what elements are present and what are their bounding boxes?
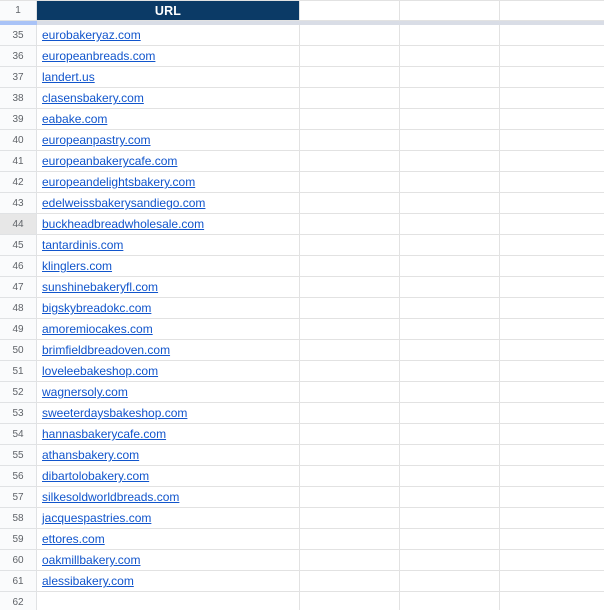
row-number-cell[interactable]: 62 xyxy=(0,592,37,610)
row-number-cell[interactable]: 58 xyxy=(0,508,37,529)
url-link[interactable]: sunshinebakeryfl.com xyxy=(42,280,159,294)
table-row xyxy=(0,487,604,508)
empty-cell[interactable] xyxy=(500,550,604,571)
empty-cell[interactable] xyxy=(500,382,604,403)
table-row xyxy=(0,67,604,88)
row-number-cell[interactable]: 52 xyxy=(0,382,37,403)
empty-cell[interactable] xyxy=(300,571,400,592)
url-link[interactable]: europeandelightsbakery.com xyxy=(42,175,196,189)
empty-cell[interactable] xyxy=(300,508,400,529)
empty-cell[interactable] xyxy=(300,445,400,466)
empty-cell[interactable] xyxy=(300,592,400,610)
empty-cell[interactable] xyxy=(400,487,500,508)
url-link[interactable]: europeanpastry.com xyxy=(42,133,151,147)
empty-cell[interactable] xyxy=(300,130,400,151)
url-link[interactable]: edelweissbakerysandiego.com xyxy=(42,196,206,210)
empty-header-cell[interactable] xyxy=(400,1,500,21)
empty-cell[interactable] xyxy=(300,340,400,361)
url-cell[interactable] xyxy=(37,25,300,46)
empty-cell[interactable] xyxy=(400,151,500,172)
empty-cell[interactable] xyxy=(400,466,500,487)
url-link[interactable]: brimfieldbreadoven.com xyxy=(42,343,171,357)
empty-cell[interactable] xyxy=(300,67,400,88)
url-cell[interactable] xyxy=(37,88,300,109)
table-row xyxy=(0,88,604,109)
url-cell[interactable] xyxy=(37,277,300,298)
empty-cell[interactable] xyxy=(500,319,604,340)
table-row xyxy=(0,319,604,340)
empty-cell[interactable] xyxy=(500,88,604,109)
table-row xyxy=(0,193,604,214)
url-link[interactable]: dibartolobakery.com xyxy=(42,469,150,483)
url-cell[interactable] xyxy=(37,298,300,319)
empty-cell[interactable] xyxy=(500,529,604,550)
url-cell[interactable] xyxy=(37,193,300,214)
empty-cell[interactable] xyxy=(300,235,400,256)
url-link[interactable]: loveleebakeshop.com xyxy=(42,364,159,378)
empty-cell[interactable] xyxy=(400,424,500,445)
url-cell[interactable] xyxy=(37,424,300,445)
url-link[interactable]: ettores.com xyxy=(42,532,105,546)
empty-cell[interactable] xyxy=(400,508,500,529)
empty-cell[interactable] xyxy=(400,130,500,151)
header-row xyxy=(0,1,604,21)
url-link[interactable]: amoremiocakes.com xyxy=(42,322,153,336)
empty-cell[interactable] xyxy=(400,67,500,88)
empty-cell[interactable] xyxy=(400,550,500,571)
empty-cell[interactable] xyxy=(500,508,604,529)
url-cell[interactable] xyxy=(37,319,300,340)
row-number-cell[interactable]: 50 xyxy=(0,340,37,361)
url-link[interactable]: jacquespastries.com xyxy=(42,511,152,525)
empty-cell[interactable] xyxy=(400,445,500,466)
empty-cell[interactable] xyxy=(500,487,604,508)
empty-cell[interactable] xyxy=(300,424,400,445)
empty-cell[interactable] xyxy=(300,172,400,193)
table-row xyxy=(0,277,604,298)
row-number-cell[interactable]: 41 xyxy=(0,151,37,172)
table-row xyxy=(0,298,604,319)
header-row-number-cell[interactable]: 1 xyxy=(0,1,37,21)
url-link[interactable]: sweeterdaysbakeshop.com xyxy=(42,406,188,420)
row-number-cell[interactable]: 46 xyxy=(0,256,37,277)
url-cell[interactable] xyxy=(37,550,300,571)
table-row xyxy=(0,466,604,487)
table-row xyxy=(0,256,604,277)
empty-cell[interactable] xyxy=(400,592,500,610)
url-link[interactable]: tantardinis.com xyxy=(42,238,124,252)
empty-cell[interactable] xyxy=(300,256,400,277)
empty-cell[interactable] xyxy=(300,214,400,235)
url-cell[interactable] xyxy=(37,109,300,130)
url-link[interactable]: klinglers.com xyxy=(42,259,113,273)
table-row xyxy=(0,214,604,235)
url-link[interactable]: europeanbakerycafe.com xyxy=(42,154,178,168)
empty-cell[interactable] xyxy=(500,298,604,319)
url-cell[interactable] xyxy=(37,151,300,172)
empty-cell[interactable] xyxy=(500,256,604,277)
url-cell[interactable] xyxy=(37,592,300,610)
row-number-cell[interactable]: 44 xyxy=(0,214,37,235)
row-number-cell[interactable]: 36 xyxy=(0,46,37,67)
url-link[interactable]: athansbakery.com xyxy=(42,448,140,462)
empty-cell[interactable] xyxy=(400,361,500,382)
empty-cell[interactable] xyxy=(400,319,500,340)
row-number-cell[interactable]: 45 xyxy=(0,235,37,256)
url-cell[interactable] xyxy=(37,172,300,193)
empty-cell[interactable] xyxy=(400,298,500,319)
row-number-cell[interactable]: 61 xyxy=(0,571,37,592)
url-cell[interactable] xyxy=(37,361,300,382)
empty-cell[interactable] xyxy=(300,193,400,214)
url-cell[interactable] xyxy=(37,67,300,88)
url-cell[interactable] xyxy=(37,46,300,67)
table-row xyxy=(0,550,604,571)
row-number-cell[interactable]: 40 xyxy=(0,130,37,151)
empty-cell[interactable] xyxy=(300,25,400,46)
table-row xyxy=(0,130,604,151)
empty-cell[interactable] xyxy=(500,25,604,46)
row-number-cell[interactable]: 38 xyxy=(0,88,37,109)
url-link[interactable]: eurobakeryaz.com xyxy=(42,28,141,42)
url-link[interactable]: silkesoldworldbreads.com xyxy=(42,490,180,504)
table-row xyxy=(0,340,604,361)
row-number-cell[interactable]: 60 xyxy=(0,550,37,571)
empty-cell[interactable] xyxy=(300,151,400,172)
table-row xyxy=(0,235,604,256)
empty-cell[interactable] xyxy=(400,235,500,256)
url-cell[interactable] xyxy=(37,235,300,256)
url-cell[interactable] xyxy=(37,214,300,235)
empty-cell[interactable] xyxy=(500,109,604,130)
url-link[interactable]: eabake.com xyxy=(42,112,108,126)
empty-cell[interactable] xyxy=(300,319,400,340)
row-number-cell[interactable]: 56 xyxy=(0,466,37,487)
table-row xyxy=(0,424,604,445)
table-row xyxy=(0,109,604,130)
empty-cell[interactable] xyxy=(400,214,500,235)
empty-cell[interactable] xyxy=(300,487,400,508)
url-column-header-label: URL xyxy=(154,3,182,18)
empty-cell[interactable] xyxy=(500,424,604,445)
empty-header-cell[interactable] xyxy=(300,1,400,21)
url-cell[interactable] xyxy=(37,487,300,508)
empty-cell[interactable] xyxy=(500,277,604,298)
table-row xyxy=(0,403,604,424)
empty-cell[interactable] xyxy=(500,466,604,487)
empty-cell[interactable] xyxy=(300,298,400,319)
row-number-cell[interactable]: 57 xyxy=(0,487,37,508)
row-number-cell[interactable]: 42 xyxy=(0,172,37,193)
url-link[interactable]: europeanbreads.com xyxy=(42,49,156,63)
url-link[interactable]: buckheadbreadwholesale.com xyxy=(42,217,205,231)
empty-cell[interactable] xyxy=(300,109,400,130)
empty-cell[interactable] xyxy=(300,361,400,382)
row-number-cell[interactable]: 37 xyxy=(0,67,37,88)
empty-cell[interactable] xyxy=(400,277,500,298)
url-link[interactable]: landert.us xyxy=(42,70,95,84)
empty-cell[interactable] xyxy=(500,235,604,256)
empty-cell[interactable] xyxy=(400,25,500,46)
empty-cell[interactable] xyxy=(400,382,500,403)
url-link[interactable]: bigskybreadokc.com xyxy=(42,301,152,315)
url-cell[interactable] xyxy=(37,403,300,424)
url-cell[interactable] xyxy=(37,466,300,487)
empty-cell[interactable] xyxy=(300,466,400,487)
table-row xyxy=(0,25,604,46)
empty-cell[interactable] xyxy=(300,529,400,550)
url-link[interactable]: clasensbakery.com xyxy=(42,91,144,105)
empty-cell[interactable] xyxy=(500,151,604,172)
url-cell[interactable] xyxy=(37,256,300,277)
row-number-cell[interactable]: 59 xyxy=(0,529,37,550)
table-row xyxy=(0,46,604,67)
row-number-cell[interactable]: 49 xyxy=(0,319,37,340)
empty-cell[interactable] xyxy=(400,172,500,193)
empty-cell[interactable] xyxy=(300,550,400,571)
empty-cell[interactable] xyxy=(500,214,604,235)
row-number-cell[interactable]: 39 xyxy=(0,109,37,130)
url-cell[interactable] xyxy=(37,445,300,466)
table-row xyxy=(0,445,604,466)
table-row xyxy=(0,529,604,550)
row-number-cell[interactable]: 54 xyxy=(0,424,37,445)
rows-container xyxy=(0,25,604,610)
url-cell[interactable] xyxy=(37,529,300,550)
row-number-cell[interactable]: 35 xyxy=(0,25,37,46)
empty-cell[interactable] xyxy=(500,67,604,88)
empty-cell[interactable] xyxy=(300,382,400,403)
empty-cell[interactable] xyxy=(500,571,604,592)
empty-cell[interactable] xyxy=(400,403,500,424)
empty-cell[interactable] xyxy=(300,277,400,298)
table-row xyxy=(0,508,604,529)
empty-cell[interactable] xyxy=(500,340,604,361)
url-column-header-cell[interactable] xyxy=(37,1,300,21)
empty-cell[interactable] xyxy=(500,172,604,193)
url-link[interactable]: wagnersoly.com xyxy=(42,385,128,399)
empty-cell[interactable] xyxy=(400,529,500,550)
table-row xyxy=(0,151,604,172)
empty-cell[interactable] xyxy=(500,193,604,214)
empty-cell[interactable] xyxy=(400,571,500,592)
table-row xyxy=(0,172,604,193)
url-cell[interactable] xyxy=(37,508,300,529)
table-row xyxy=(0,571,604,592)
empty-cell[interactable] xyxy=(400,88,500,109)
empty-cell[interactable] xyxy=(300,88,400,109)
row-number-cell[interactable]: 43 xyxy=(0,193,37,214)
empty-cell[interactable] xyxy=(400,109,500,130)
url-cell[interactable] xyxy=(37,571,300,592)
empty-cell[interactable] xyxy=(500,592,604,610)
url-cell[interactable] xyxy=(37,382,300,403)
table-row xyxy=(0,361,604,382)
empty-cell[interactable] xyxy=(400,340,500,361)
table-row xyxy=(0,592,604,610)
row-number-cell[interactable]: 47 xyxy=(0,277,37,298)
empty-cell[interactable] xyxy=(400,256,500,277)
row-number-cell[interactable]: 51 xyxy=(0,361,37,382)
empty-cell[interactable] xyxy=(500,46,604,67)
url-link[interactable]: hannasbakerycafe.com xyxy=(42,427,167,441)
empty-cell[interactable] xyxy=(500,130,604,151)
empty-cell[interactable] xyxy=(500,403,604,424)
url-cell[interactable] xyxy=(37,340,300,361)
empty-cell[interactable] xyxy=(300,46,400,67)
table-row xyxy=(0,382,604,403)
row-number-cell[interactable]: 53 xyxy=(0,403,37,424)
row-number-cell[interactable]: 55 xyxy=(0,445,37,466)
empty-cell[interactable] xyxy=(500,445,604,466)
url-link[interactable]: alessibakery.com xyxy=(42,574,134,588)
empty-cell[interactable] xyxy=(300,403,400,424)
empty-cell[interactable] xyxy=(500,361,604,382)
empty-cell[interactable] xyxy=(400,193,500,214)
row-number-cell[interactable]: 48 xyxy=(0,298,37,319)
url-link[interactable]: oakmillbakery.com xyxy=(42,553,141,567)
empty-cell[interactable] xyxy=(400,46,500,67)
empty-header-cell[interactable] xyxy=(500,1,604,21)
url-cell[interactable] xyxy=(37,130,300,151)
